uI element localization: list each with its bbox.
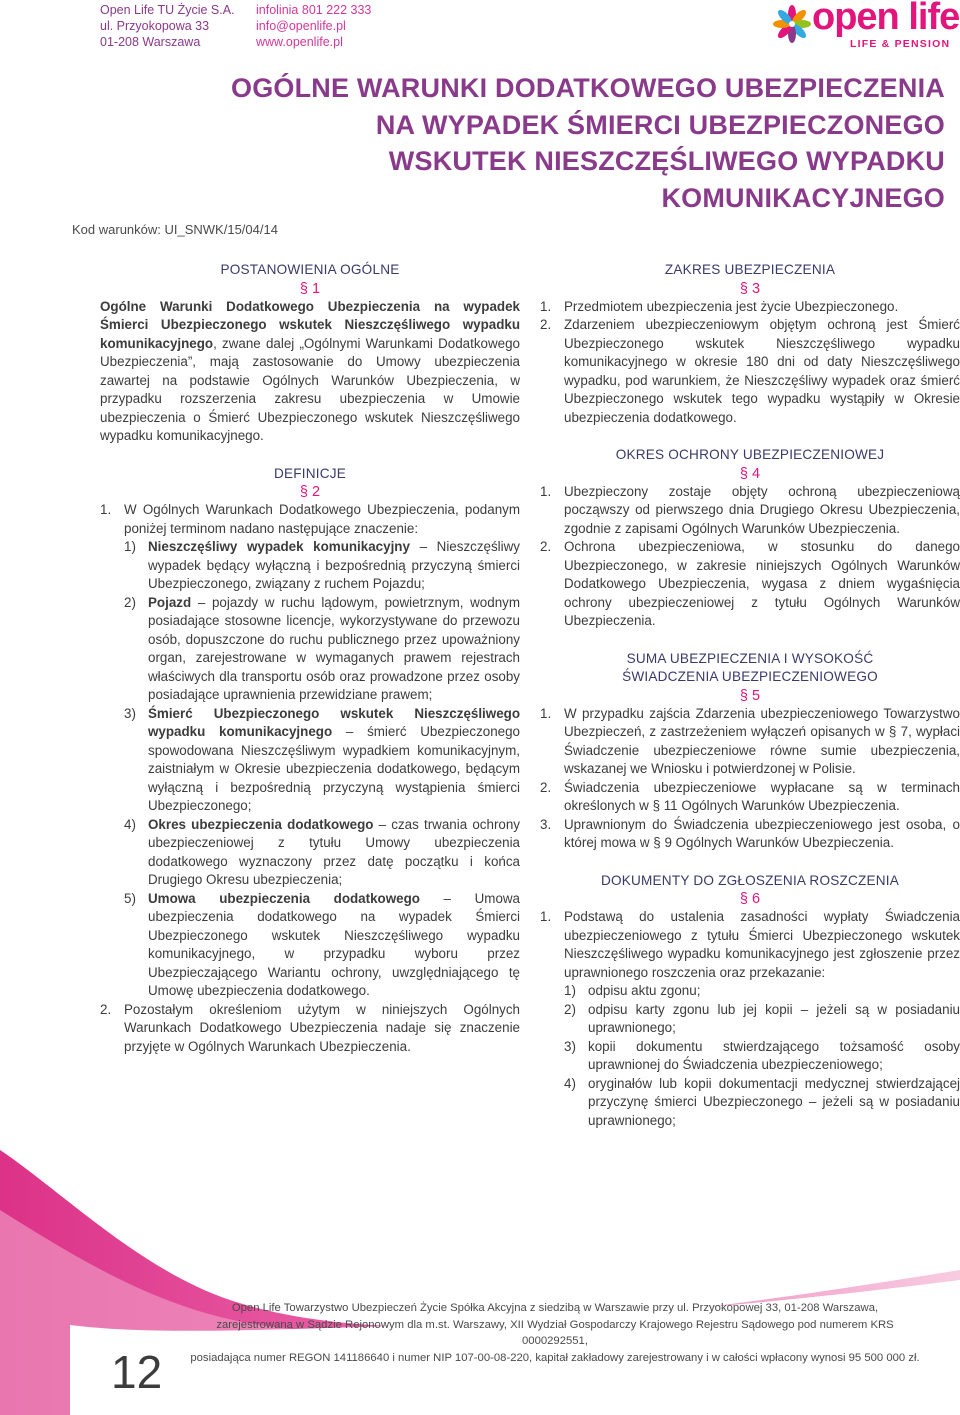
document-title: OGÓLNE WARUNKI DODATKOWEGO UBEZPIECZENIA NA WYPADEK ŚMIERCI UBEZPIECZONEGO WSKUTEK NIESZCZĘŚLIWEGO WYPADKU KOMUNIKACYJNEGO xyxy=(231,73,945,213)
logo-tagline: LIFE & PENSION xyxy=(850,38,951,50)
footer-legal: Open Life Towarzystwo Ubezpieczeń Życie Spółka Akcyjna z siedzibą w Warszawie przy ul. Przyokopowej 33, 01-208 Warszawa, zarejestrowana w Sądzie Rejonowym dla m.st. Warszawy, XII Wydział Gospodarczy Krajowego Rejestru Sądowego pod numerem KRS 0000292551, posiadająca numer REGON 141186640 i numer NIP 107-00-08-220, kapitał zakładowy zarejestrowany i w całości wpłacony wynosi 95 500 000 zł. xyxy=(190,1302,920,1364)
section-title: POSTANOWIENIA OGÓLNE xyxy=(220,262,400,277)
section-title: SUMA UBEZPIECZENIA I WYSOKOŚĆ ŚWIADCZENIA UBEZPIECZENIOWEGO xyxy=(622,650,878,684)
section-sign: § 5 xyxy=(739,687,761,704)
list-item: 2. Pozostałym określeniom użytym w niniejszych Ogólnych Warunkach Dodatkowego Ubezpieczenia nadaje się znaczenie przyjęte w Ogólnych Warunkach Ubezpieczenia. xyxy=(100,1001,520,1054)
company-street: ul. Przyokopowa 33 xyxy=(100,19,210,33)
list-item: 1. W przypadku zajścia Zdarzenia ubezpieczeniowego Towarzystwo Ubezpieczeń, z zastrzeżeniem wyłączeń opisanych w § 7, wypłaci Świadczenie ubezpieczeniowe równe sumie ubezpieczenia, wskazanej we Wniosku i potwierdzonej w Polisie. xyxy=(540,705,960,776)
section-title: ZAKRES UBEZPIECZENIA xyxy=(664,262,836,277)
logo-wordmark: open life xyxy=(812,0,960,38)
section-title: DEFINICJE xyxy=(273,465,347,481)
open-life-logo xyxy=(772,0,960,54)
flower-logo-icon xyxy=(772,4,812,44)
website-link[interactable]: www.openlife.pl xyxy=(256,35,343,49)
section-sign: § 3 xyxy=(739,280,761,297)
left-column xyxy=(100,261,520,1056)
document-item: 3) kopii dokumentu stwierdzającego tożsamość osoby uprawnionej do Świadczenia ubezpieczeniowego; xyxy=(564,1038,960,1072)
section-sign: § 4 xyxy=(739,465,761,482)
company-city: 01-208 Warszawa xyxy=(100,35,201,49)
list-item: 2. Zdarzeniem ubezpieczeniowym objętym ochroną jest Śmierć Ubezpieczonego wskutek Nieszczęśliwego wypadku komunikacyjnego w okresie 180 dni od daty Nieszczęśliwego wypadku, pod warunkiem, że Nieszczęśliwy wypadek oraz śmierć Ubezpieczonego wskutek tego wypadku wystąpiły w Okresie ubezpieczenia dodatkowego. xyxy=(540,317,960,425)
definition-item: 4) Okres ubezpieczenia dodatkowego – czas trwania ochrony ubezpieczeniowej z tytułu Umowy ubezpieczenia dodatkowego wyznaczony przez datę początku i końca Drugiego Okresu ubezpieczenia; xyxy=(124,816,520,887)
list-item: 2. Świadczenia ubezpieczeniowe wypłacane są w terminach określonych w § 11 Ogólnych Warunków Ubezpieczenia. xyxy=(540,779,960,813)
list-item: 1. Przedmiotem ubezpieczenia jest życie Ubezpieczonego. xyxy=(540,298,899,314)
list-item: 2. Ochrona ubezpieczeniowa, w stosunku do danego Ubezpieczonego, w zakresie niniejszych Ogólnych Warunków Dodatkowego Ubezpieczenia, wygasa z dniem wygaśnięcia ochrony ubezpieczeniowej z tytułu Ogólnych Warunków Ubezpieczenia. xyxy=(540,539,960,628)
definition-item: 2) Pojazd – pojazdy w ruchu lądowym, powietrznym, wodnym posiadające stosowne licencje, wykorzystywane do przewozu osób, dopuszczone do ruchu publicznego przez upoważniony organ, zarejestrowane w wymaganych prawem rejestrach właściwych dla transportu osób oraz prowadzone przez osoby posiadające uprawnienia przewidziane prawem; xyxy=(124,594,520,702)
section-sign: § 1 xyxy=(299,280,321,297)
paragraph: Ogólne Warunki Dodatkowego Ubezpieczenia na wypadek Śmierci Ubezpieczonego wskutek Nieszczęśliwego wypadku komunikacyjnego, zwane dalej „Ogólnymi Warunkami Dodatkowego Ubezpieczenia”, mają zastosowanie do Umowy ubezpieczenia zawartej na podstawie Ogólnych Warunków Ubezpieczenia, w przypadku rozszerzenia zakresu ubezpieczenia w Umowie ubezpieczenia o Śmierć Ubezpieczonego wskutek Nieszczęśliwego wypadku komunikacyjnego. xyxy=(100,298,520,443)
document-item: 1) odpisu aktu zgonu; xyxy=(564,983,701,998)
document-item: 4) oryginałów lub kopii dokumentacji medycznej stwierdzającej przyczynę śmierci Ubezpieczonego – jeżeli są w posiadaniu uprawnionego; xyxy=(564,1075,960,1128)
section-title: DOKUMENTY DO ZGŁOSZENIA ROSZCZENIA xyxy=(600,872,900,888)
company-address xyxy=(100,2,235,50)
definition-item: 3) Śmierć Ubezpieczonego wskutek Nieszczęśliwego wypadku komunikacyjnego – śmierć Ubezpieczonego spowodowana Nieszczęśliwym wypadkiem komunikacyjnym, zaistniałym w Okresie ubezpieczenia dodatkowego, będącym wyłączną i bezpośrednią przyczyną wystąpienia śmierci Ubezpieczonego; xyxy=(124,705,521,813)
definition-item: 1) Nieszczęśliwy wypadek komunikacyjny – Nieszczęśliwy wypadek będący wyłączną i bezpośrednią przyczyną śmierci Ubezpieczonego, związany z ruchem Pojazdu; xyxy=(124,539,520,591)
list-item: 1. W Ogólnych Warunkach Dodatkowego Ubezpieczenia, podanym poniżej terminom nadano następujące znaczenie: xyxy=(100,502,520,536)
section-sign: § 2 xyxy=(299,484,321,500)
right-column xyxy=(540,261,960,1130)
section-title: OKRES OCHRONY UBEZPIECZENIOWEJ xyxy=(615,447,885,462)
company-contact xyxy=(256,2,371,50)
page-number: 12 xyxy=(111,1346,163,1398)
company-name: Open Life TU Życie S.A. xyxy=(100,3,235,17)
conditions-code: Kod warunków: UI_SNWK/15/04/14 xyxy=(72,222,278,237)
list-item: 3. Uprawnionym do Świadczenia ubezpieczeniowego jest osoba, o której mowa w § 9 Ogólnych Warunków Ubezpieczenia. xyxy=(540,816,960,850)
list-item: 1. Ubezpieczony zostaje objęty ochroną ubezpieczeniową począwszy od pierwszego dnia Drugiego Okresu Ubezpieczenia, zgodnie z zapisami Ogólnych Warunków Ubezpieczenia. xyxy=(540,483,960,536)
hotline: infolinia 801 222 333 xyxy=(256,3,372,17)
document-item: 2) odpisu karty zgonu lub jej kopii – jeżeli są w posiadaniu uprawnionego; xyxy=(564,1001,960,1035)
email-link[interactable]: info@openlife.pl xyxy=(256,19,346,33)
section-sign: § 6 xyxy=(739,891,761,907)
list-item: 1. Podstawą do ustalenia zasadności wypłaty Świadczenia ubezpieczeniowego z tytułu Śmierci Ubezpieczonego wskutek Nieszczęśliwego wypadku komunikacyjnego jest zgłoszenie przez uprawnionego roszczenia oraz przekazanie: xyxy=(540,909,960,980)
definition-item: 5) Umowa ubezpieczenia dodatkowego – Umowa ubezpieczenia dodatkowego na wypadek Śmierci Ubezpieczonego wskutek Nieszczęśliwego wypadku komunikacyjnego, w przypadku wyboru przez Ubezpieczającego Wariantu ochrony, uwzględniającego tę Umowę ubezpieczenia dodatkowego. xyxy=(124,890,521,998)
